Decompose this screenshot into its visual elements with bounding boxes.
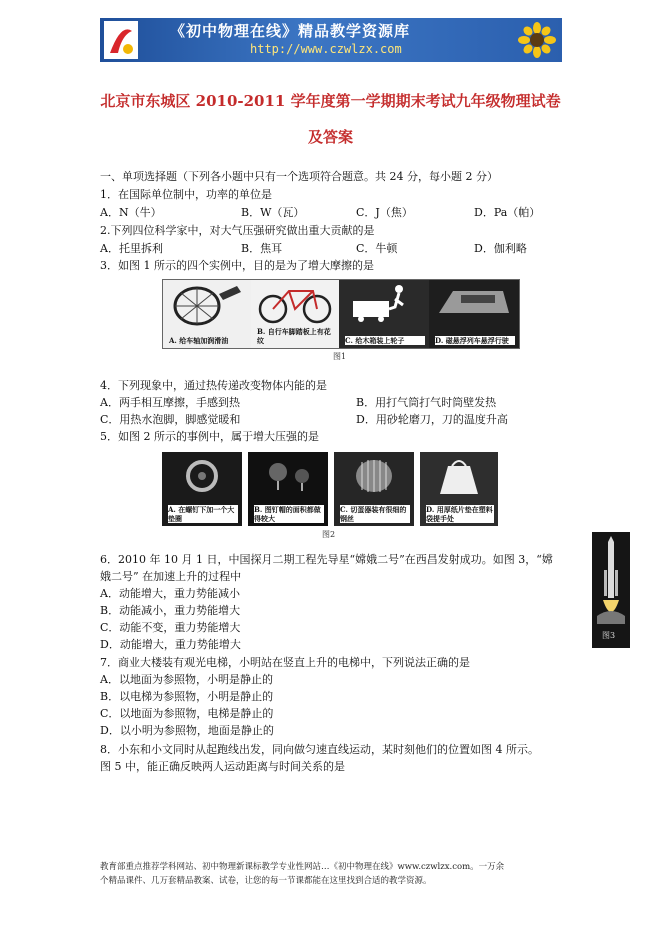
figure-2-panel-b bbox=[248, 452, 328, 526]
q2-option-a: A．托里拆利 bbox=[100, 242, 163, 255]
q3-stem: 3．如图 1 所示的四个实例中，目的是为了增大摩擦的是 bbox=[100, 259, 374, 272]
figure-1 bbox=[162, 279, 520, 349]
q6-option-c: C．动能不变，重力势能增大 bbox=[100, 621, 241, 634]
footer-line2: 个精品课件、几万套精品教案、试卷，让您的每一节课都能在这里找到合适的教学资源。 bbox=[100, 876, 432, 886]
figure-2-caption-d: D. 用厚纸片垫在塑料袋提手处 bbox=[426, 505, 493, 523]
figure-1-panel-b bbox=[251, 280, 340, 348]
q4-option-c: C．用热水泡脚，脚感觉暖和 bbox=[100, 413, 241, 426]
figure-2-panel-c bbox=[334, 452, 414, 526]
footer-line1: 教育部重点推荐学科网站、初中物理新课标教学专业性网站…《初中物理在线》www.czwlzx.com。一万余 bbox=[100, 862, 505, 872]
figure-3 bbox=[592, 532, 630, 648]
q4-option-b: B．用打气筒打气时筒壁发热 bbox=[356, 396, 497, 409]
q7-option-c: C．以地面为参照物，电梯是静止的 bbox=[100, 707, 274, 720]
q2-option-d: D．伽利略 bbox=[474, 242, 527, 255]
q7-stem: 7．商业大楼装有观光电梯，小明站在竖直上升的电梯中，下列说法正确的是 bbox=[100, 656, 470, 669]
box-on-wheels-icon bbox=[343, 283, 425, 323]
bicycle-icon bbox=[255, 283, 335, 325]
q1-option-d: D．Pa（帕） bbox=[474, 206, 541, 219]
figure-2-caption-b: B. 图钉帽的面积都做得较大 bbox=[254, 505, 324, 523]
figure-1-caption-b: B. 自行车脚踏板上有花纹 bbox=[257, 327, 331, 345]
figure-2 bbox=[162, 452, 498, 526]
figure-2-caption-c: C. 切蛋器装有很细的钢丝 bbox=[340, 505, 410, 523]
q7-option-a: A．以地面为参照物，小明是静止的 bbox=[100, 673, 273, 686]
banner-title: 《初中物理在线》精品教学资源库 bbox=[170, 22, 411, 40]
q1-option-a: A．N（牛） bbox=[100, 206, 162, 219]
figure-1-panel-c bbox=[339, 280, 430, 348]
q4-option-a: A．两手相互摩擦，手感到热 bbox=[100, 396, 240, 409]
q8-stem: 8．小东和小文同时从起跑线出发，同向做匀速直线运动，某时刻他们的位置如图 4 所示。 bbox=[100, 743, 539, 756]
q1-option-c: C．J（焦） bbox=[356, 206, 413, 219]
figure-2-panel-d bbox=[420, 452, 498, 526]
figure-2-label: 图2 bbox=[322, 530, 336, 539]
logo-icon bbox=[104, 21, 138, 59]
page-title: 北京市东城区 2010-2011 学年度第一学期期末考试九年级物理试卷 bbox=[100, 92, 561, 110]
q2-option-c: C．牛顿 bbox=[356, 242, 398, 255]
maglev-train-icon bbox=[433, 283, 515, 323]
q6-option-d: D．动能增大，重力势能增大 bbox=[100, 638, 241, 651]
section-heading: 一、单项选择题（下列各小题中只有一个选项符合题意。共 24 分，每小题 2 分） bbox=[100, 170, 498, 183]
q4-option-d: D．用砂轮磨刀，刀的温度升高 bbox=[356, 413, 508, 426]
q2-option-b: B．焦耳 bbox=[241, 242, 283, 255]
q6-stem: 6．2010 年 10 月 1 日，中国探月二期工程先导星“嫦娥二号”在西昌发射成功。如图 3，“嫦 bbox=[100, 553, 553, 566]
wheel-icon bbox=[167, 282, 247, 326]
rocket-icon bbox=[595, 536, 627, 624]
figure-1-caption-a: A. 给车轴加润滑油 bbox=[169, 336, 229, 345]
sunflower-icon bbox=[518, 22, 556, 58]
q5-stem: 5．如图 2 所示的事例中，属于增大压强的是 bbox=[100, 430, 319, 443]
page-title-line2: 及答案 bbox=[307, 128, 353, 146]
figure-2-panel-a bbox=[162, 452, 242, 526]
banner-url[interactable]: http://www.czwlzx.com bbox=[250, 42, 402, 56]
figure-1-caption-d: D. 磁悬浮列车悬浮行驶 bbox=[435, 336, 515, 345]
q7-option-d: D．以小明为参照物，地面是静止的 bbox=[100, 724, 274, 737]
q6-option-b: B．动能减小，重力势能增大 bbox=[100, 604, 241, 617]
q1-option-b: B．W（瓦） bbox=[241, 206, 305, 219]
figure-2-caption-a: A. 在螺钉下加一个大垫圈 bbox=[168, 505, 238, 523]
figure-3-label: 图3 bbox=[602, 631, 616, 640]
q1-stem: 1．在国际单位制中，功率的单位是 bbox=[100, 188, 272, 201]
header-banner bbox=[100, 18, 562, 62]
q2-stem: 2.下列四位科学家中，对大气压强研究做出重大贡献的是 bbox=[100, 224, 375, 237]
figure-1-label: 图1 bbox=[333, 352, 347, 361]
pushpin-icon bbox=[256, 458, 320, 494]
figure-1-caption-c: C. 给木箱装上轮子 bbox=[345, 336, 425, 345]
q7-option-b: B．以电梯为参照物，小明是静止的 bbox=[100, 690, 274, 703]
egg-slicer-icon bbox=[348, 456, 400, 496]
q8-stem-line2: 图 5 中，能正确反映两人运动距离与时间关系的是 bbox=[100, 760, 345, 773]
figure-1-panel-d bbox=[429, 280, 519, 348]
q6-option-a: A．动能增大，重力势能减小 bbox=[100, 587, 240, 600]
q4-stem: 4．下列现象中，通过热传递改变物体内能的是 bbox=[100, 379, 327, 392]
washer-icon bbox=[172, 458, 232, 494]
figure-1-panel-a bbox=[163, 280, 252, 348]
plastic-bag-icon bbox=[430, 456, 488, 496]
q6-stem-line2: 娥二号” 在加速上升的过程中 bbox=[100, 570, 242, 583]
